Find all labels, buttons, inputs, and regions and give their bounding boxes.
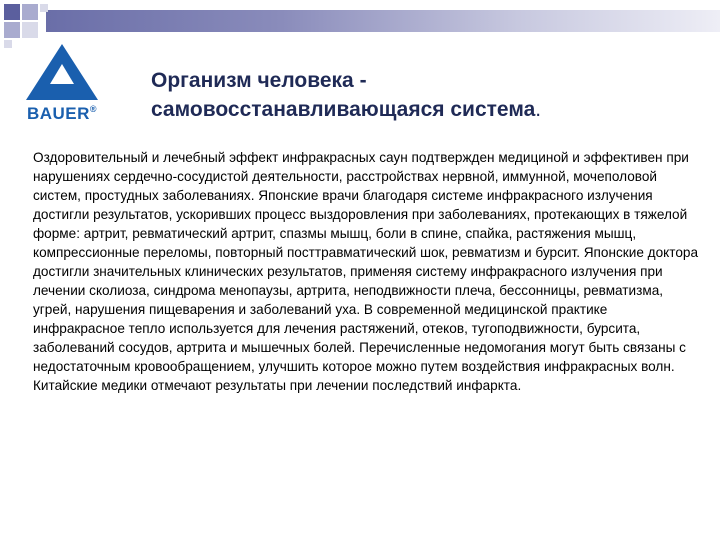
page-title [151,66,691,124]
header-gradient-bar [46,10,720,32]
decorative-square [4,22,20,38]
logo-wordmark: BAUER® [26,104,98,123]
body-paragraph: Оздоровительный и лечебный эффект инфракрасных саун подтвержден медициной и эффективен при нарушениях сердечно-сосудистой деятельности, расстройствах нервной, иммунной, мочеполовой систем, простудных заболеваниях. Японские врачи благодаря системе инфракрасного излучения достигли результатов, ускоривших процесс выздоровления при заболеваниях, протекающих в тяжелой форме: артрит, ревматический артрит, спазмы мышц, боли в спине, спайка, растяжения мышц, компрессионные переломы, повторный посттравматический шок, ревматизм и бурсит. Японские доктора достигли значительных клинических результатов, применяя систему инфракрасного излучения при лечении сколиоза, синдрома менопаузы, артрита, неподвижности плеча, бессонницы, ревматизма, угрей, нарушения пищеварения и заболеваний уха. В современной медицинской практике инфракрасное тепло используется для лечения растяжений, отеков, тугоподвижности, бурсита, заболеваний сосудов, артрита и мышечных болей. Перечисленные недомогания могут быть связаны с недостаточным кровообращением, улучшить которое можно путем воздействия инфракрасных волн. Китайские медики отмечают результаты при лечении последствий инфаркта. [33,150,699,393]
title-line-2: самовосстанавливающаяся система. [151,98,542,121]
title-line-1: Организм человека - [151,69,367,92]
decorative-square [40,4,48,12]
decorative-square [22,22,38,38]
decorative-square [22,4,38,20]
bauer-logo [20,42,104,124]
decorative-square [4,40,12,48]
triangle-logo-icon [20,42,104,104]
decorative-square [4,4,20,20]
